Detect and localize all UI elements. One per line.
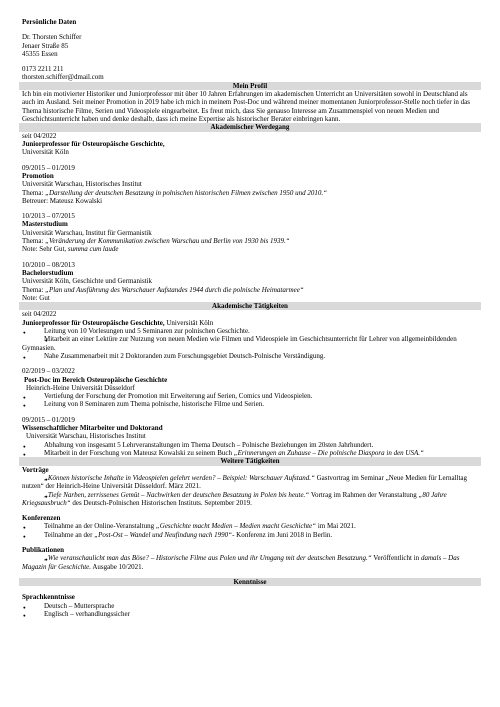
languages-heading: Sprachkenntnisse xyxy=(22,593,75,602)
personal-city: 45355 Essen xyxy=(22,49,58,58)
list-item: ● Mitarbeit in der Forschung von Mateusz Kowalski zu seinem Buch „Erinnerungen an Zuhause – Die polnische Diaspora in den USA.“ xyxy=(22,449,478,457)
edu3-place: Universität Warschau, Institut für Germanistik xyxy=(22,228,152,237)
personal-street: Jenaer Straße 85 xyxy=(22,41,69,50)
act2-date: 02/2019 – 03/2022 xyxy=(22,367,75,376)
act3-date: 09/2015 – 01/2019 xyxy=(22,415,75,424)
edu2-thema: Thema: „Darstellung der deutschen Besatzung in polnischen historischen Filmen zwischen 1950 und 2010.“ xyxy=(22,188,328,197)
languages-list xyxy=(22,602,478,619)
edu3-thema: Thema: „Veränderung der Kommunikation zwischen Warschau und Berlin von 1930 bis 1939.“ xyxy=(22,237,290,246)
act3-title: Wissenschaftlicher Mitarbeiter und Doktorand xyxy=(22,424,163,433)
act2-title: Post-Doc im Bereich Osteuropäische Geschichte xyxy=(24,375,168,384)
list-item: ● Leitung von 8 Seminaren zum Thema polnische, historische Filme und Serien. xyxy=(22,400,478,408)
conferences-heading: Konferenzen xyxy=(22,514,61,523)
profile-heading: Mein Profil xyxy=(19,82,481,90)
edu3-title: Masterstudium xyxy=(22,220,68,229)
act1-title-line: Juniorprofessor für Osteuropäische Geschichte, Universität Köln xyxy=(22,318,214,327)
skills-heading: Kenntnisse xyxy=(19,578,481,586)
list-item: ● Mitarbeit an einer Lektüre zur Nutzung von neuen Medien wie Filmen und Videospiele im Geschichtsunterricht für Lehrer von allgemeinbildenden Gymnasien. xyxy=(22,335,478,352)
edu2-extra: Betreuer: Mateusz Kowalski xyxy=(22,196,103,205)
publications-heading: Publikationen xyxy=(22,546,65,554)
personal-heading: Persönliche Daten xyxy=(22,18,77,26)
edu4-extra: Note: Gut xyxy=(22,293,50,302)
list-item: ● „Tiefe Narben, zerrissenes Gemüt – Nachwirken der deutschen Besatzung in Polen bis heute.“ Vortrag im Rahmen der Veranstaltung „80 Jahre Kriegsausbruch“ des Deutsch-Polnischen Historischen Instituts. September 2019. xyxy=(22,491,478,508)
list-item: ● Englisch – verhandlungssicher xyxy=(22,610,478,618)
edu1-place: Universität Köln xyxy=(22,148,69,157)
edu3-date: 10/2013 – 07/2015 xyxy=(22,212,75,221)
act1-date: seit 04/2022 xyxy=(22,310,57,319)
further-heading: Weitere Tätigkeiten xyxy=(19,457,481,465)
edu3-note: Note: Sehr Gut, summa cum laude xyxy=(22,245,119,254)
edu4-title: Bachelorstudium xyxy=(22,268,74,277)
act3-place: Universität Warschau, Historisches Institut xyxy=(26,432,146,441)
talks-list xyxy=(22,474,478,507)
list-item: ● Teilnahme an der „Post-Ost – Wandel und Neufindung nach 1990“- Konferenz im Juni 2018 in Berlin. xyxy=(22,531,478,539)
act2-list xyxy=(22,392,478,409)
talks-heading: Vorträge xyxy=(22,465,49,474)
edu1-date: seit 04/2022 xyxy=(22,131,57,140)
list-item: ● Deutsch – Muttersprache xyxy=(22,602,478,610)
act3-list xyxy=(22,441,478,458)
list-item: ● Leitung von 10 Vorlesungen und 5 Seminaren zur polnischen Geschichte. xyxy=(22,327,478,335)
edu2-date: 09/2015 – 01/2019 xyxy=(22,163,75,172)
publications-list xyxy=(22,554,478,571)
act1-list xyxy=(22,327,478,360)
personal-name: Dr. Thorsten Schiffer xyxy=(22,33,82,42)
list-item: ● „Können historische Inhalte in Videospielen gelehrt werden? – Beispiel: Warschauer Aufstand.“ Gastvortrag im Seminar „Neue Medien für Lernalltag nutzen“ der Heinrich-Heine Universität Düsseldorf. März 2021. xyxy=(22,474,478,491)
list-item: ● „Wie veranschaulicht man das Böse? – Historische Filme aus Polen und ihr Umgang mit der deutschen Besatzung.“ Veröffentlicht in damals – Das Magazin für Geschichte. Ausgabe 10/2021. xyxy=(22,554,478,571)
list-item: ● Teilnahme an der Online-Veranstaltung „Geschichte macht Medien – Medien macht Geschichte“ im Mai 2021. xyxy=(22,522,478,530)
education-heading: Akademischer Werdegang xyxy=(19,123,481,131)
profile-text: Ich bin ein motivierter Historiker und Juniorprofessor mit über 10 Jahren Erfahrungen im akademischen Unterricht an Universitäten sowohl in Deutschland als auch im Ausland. Seit meiner Promotion in 2019 habe ich mich in meinem Post-Doc und während meiner momentanen Juniorprofessor-Stelle noch tiefer in das Thema historische Filme, Serien und Videospiele eingearbeitet. Es freut mich, dass Sie genauso Interesse am Zusammenspiel von neuen Medien und Geschichtsunterricht haben und denke deshalb, dass ich meine Expertise als historischer Berater einbringen kann. xyxy=(22,90,470,124)
personal-phone: 0173 2211 211 xyxy=(22,65,64,74)
list-item: ● Vertiefung der Forschung der Promotion mit Erweiterung auf Serien, Comics und Videospielen. xyxy=(22,392,478,400)
activities-heading: Akademische Tätigkeiten xyxy=(19,302,481,310)
list-item: ● Nahe Zusammenarbeit mit 2 Doktoranden zum Forschungsgebiet Deutsch-Polnische Verständigung. xyxy=(22,352,478,360)
edu1-title: Juniorprofessor für Osteuropäische Geschichte, xyxy=(22,140,165,149)
edu4-date: 10/2010 – 08/2013 xyxy=(22,260,75,269)
list-item: ● Abhaltung von insgesamt 5 Lehrveranstaltungen im Thema Deutsch – Polnische Beziehungen im 20sten Jahrhundert. xyxy=(22,441,478,449)
act2-place: Heinrich-Heine Universität Düsseldorf xyxy=(26,383,135,392)
edu2-place: Universität Warschau, Historisches Institut xyxy=(22,180,142,189)
personal-email: thorsten.schiffer@dmail.com xyxy=(22,73,104,82)
edu4-thema: Thema: „Plan und Ausführung des Warschauer Aufstandes 1944 durch die polnische Heimatarmee“ xyxy=(22,285,304,294)
edu2-title: Promotion xyxy=(22,171,54,180)
edu4-place: Universität Köln, Geschichte und Germanistik xyxy=(22,277,153,286)
conferences-list xyxy=(22,522,478,539)
